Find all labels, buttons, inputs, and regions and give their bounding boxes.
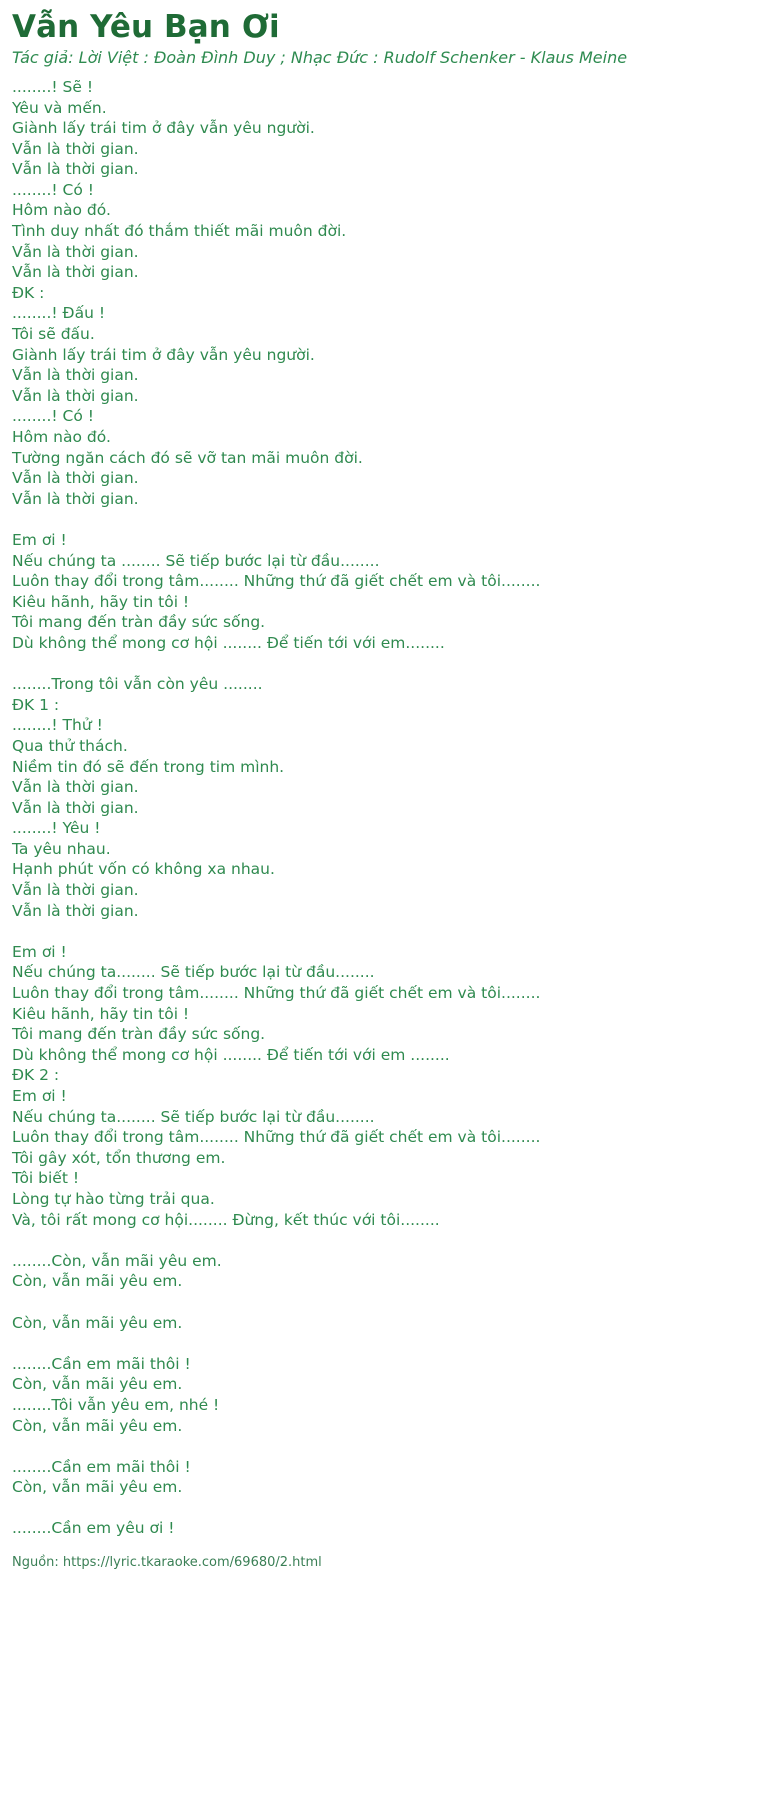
lyric-line: ........! Thử !	[12, 716, 103, 735]
lyric-line: Ta yêu nhau.	[12, 839, 111, 858]
lyric-line: Kiêu hãnh, hãy tin tôi !	[12, 1004, 190, 1023]
lyric-line	[12, 1333, 760, 1354]
source-link[interactable]: Nguồn: https://lyric.tkaraoke.com/69680/2.html	[12, 1555, 322, 1571]
lyric-line: Em ơi !	[12, 1087, 67, 1105]
lyric-line: ĐK 2 :	[12, 1066, 60, 1085]
lyric-line: Luôn thay đổi trong tâm........ Những thứ đã giết chết em và tôi........	[12, 984, 541, 1003]
lyric-line: Tường ngăn cách đó sẽ vỡ tan mãi muôn đời.	[12, 448, 363, 467]
lyric-line: ĐK 1 :	[12, 695, 60, 714]
lyric-line: Vẫn là thời gian.	[12, 901, 139, 920]
lyric-line: Dù không thể mong cơ hội ........ Để tiến tới với em........	[12, 633, 445, 652]
lyric-line: Tình duy nhất đó thắm thiết mãi muôn đời.	[12, 222, 347, 241]
lyric-line: Luôn thay đổi trong tâm........ Những thứ đã giết chết em và tôi........	[12, 572, 541, 591]
lyric-line: Còn, vẫn mãi yêu em.	[12, 1416, 183, 1435]
lyric-line	[12, 509, 760, 530]
lyric-line: ........! Đấu !	[12, 304, 106, 323]
lyric-line: Vẫn là thời gian.	[12, 469, 139, 488]
lyric-line: Nếu chúng ta........ Sẽ tiếp bước lại từ đầu........	[12, 1107, 375, 1126]
lyric-line: Tôi gây xót, tổn thương em.	[12, 1148, 226, 1167]
lyric-line: Giành lấy trái tim ở đây vẫn yêu người.	[12, 345, 315, 364]
lyric-line: Vẫn là thời gian.	[12, 139, 139, 158]
lyric-line	[12, 1436, 760, 1457]
lyric-line	[12, 1498, 760, 1519]
lyric-line: ĐK :	[12, 283, 45, 302]
lyric-line	[12, 1292, 760, 1313]
lyric-line: Vẫn là thời gian.	[12, 263, 139, 282]
lyric-line: Em ơi !	[12, 942, 67, 961]
lyric-line: Dù không thể mong cơ hội ........ Để tiến tới với em ........	[12, 1045, 450, 1064]
lyric-line: ........! Có !	[12, 407, 95, 426]
lyric-line: Nếu chúng ta........ Sẽ tiếp bước lại từ đầu........	[12, 963, 375, 982]
lyric-line: Tôi mang đến tràn đầy sức sống.	[12, 1025, 266, 1044]
lyric-line: ........! Có !	[12, 180, 95, 199]
lyric-line: ........Tôi vẫn yêu em, nhé !	[12, 1395, 220, 1414]
lyric-line: Và, tôi rất mong cơ hội........ Đừng, kết thúc với tôi........	[12, 1210, 440, 1229]
lyric-line: Hôm nào đó.	[12, 201, 111, 220]
lyric-line: Qua thử thách.	[12, 736, 128, 755]
lyric-line: Vẫn là thời gian.	[12, 242, 139, 261]
lyric-line: Còn, vẫn mãi yêu em.	[12, 1375, 183, 1394]
lyrics-body	[12, 77, 760, 1539]
page-title: Vẫn Yêu Bạn Ơi	[12, 9, 280, 45]
lyric-line: Lòng tự hào từng trải qua.	[12, 1189, 215, 1208]
lyric-line: Tôi mang đến tràn đầy sức sống.	[12, 613, 266, 632]
lyric-line	[12, 921, 760, 942]
lyric-line: Vẫn là thời gian.	[12, 366, 139, 385]
lyric-line: ........! Sẽ !	[12, 77, 94, 96]
lyric-line: Vẫn là thời gian.	[12, 778, 139, 797]
lyric-line: ........! Yêu !	[12, 819, 101, 838]
lyric-line: ........Còn, vẫn mãi yêu em.	[12, 1251, 222, 1270]
lyric-line: Vẫn là thời gian.	[12, 386, 139, 405]
lyric-line: Em ơi !	[12, 530, 67, 549]
lyric-line: Còn, vẫn mãi yêu em.	[12, 1478, 183, 1497]
lyric-line: Hôm nào đó.	[12, 428, 111, 446]
lyric-line: Vẫn là thời gian.	[12, 798, 139, 817]
lyric-line: ........Cần em mãi thôi !	[12, 1457, 191, 1476]
lyric-line: Niềm tin đó sẽ đến trong tim mình.	[12, 757, 285, 776]
lyric-line: ........Cần em yêu ơi !	[12, 1519, 175, 1538]
lyric-line: Vẫn là thời gian.	[12, 881, 139, 900]
lyric-line: Vẫn là thời gian.	[12, 489, 139, 508]
lyric-line: Tôi sẽ đấu.	[12, 325, 95, 344]
lyric-line: Yêu và mến.	[12, 98, 107, 117]
lyric-line: Hạnh phút vốn có không xa nhau.	[12, 860, 275, 879]
lyric-line: ........Cần em mãi thôi !	[12, 1354, 191, 1373]
lyric-line: Luôn thay đổi trong tâm........ Những thứ đã giết chết em và tôi........	[12, 1128, 541, 1147]
lyric-line: Kiêu hãnh, hãy tin tôi !	[12, 592, 190, 611]
lyric-line: Tôi biết !	[12, 1169, 80, 1188]
lyric-line	[12, 654, 760, 675]
lyric-line	[12, 1230, 760, 1251]
lyric-line: Nếu chúng ta ........ Sẽ tiếp bước lại từ đầu........	[12, 551, 380, 570]
lyric-line: Còn, vẫn mãi yêu em.	[12, 1313, 183, 1332]
song-author: Tác giả: Lời Việt : Đoàn Đình Duy ; Nhạc Đức : Rudolf Schenker - Klaus Meine	[12, 47, 628, 67]
lyric-line: ........Trong tôi vẫn còn yêu ........	[12, 675, 263, 694]
lyric-line: Giành lấy trái tim ở đây vẫn yêu người.	[12, 119, 315, 138]
lyric-line: Còn, vẫn mãi yêu em.	[12, 1272, 183, 1291]
lyric-line: Vẫn là thời gian.	[12, 160, 139, 179]
